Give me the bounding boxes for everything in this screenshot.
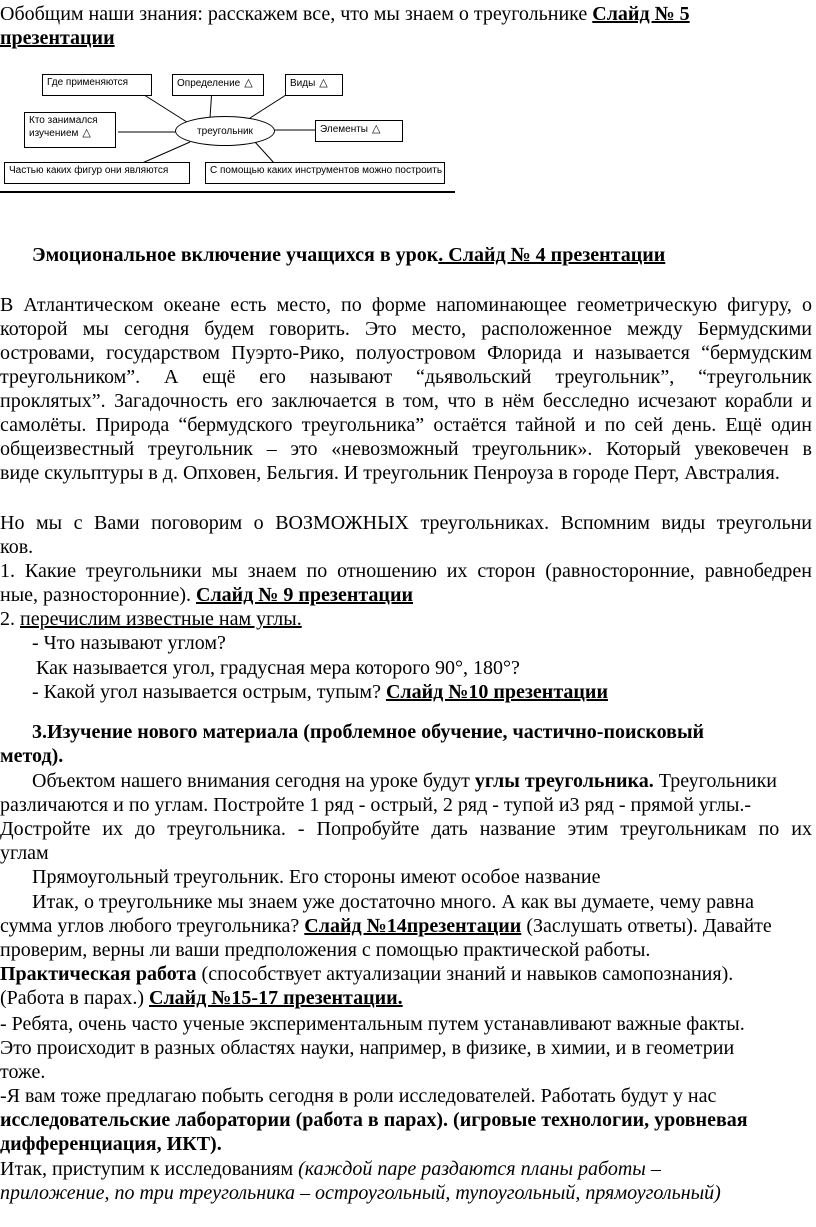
node-where-used: Где применяются: [42, 74, 152, 96]
triangle-icon: △: [319, 77, 328, 89]
triangle-icon: △: [244, 77, 253, 89]
s3-line: различаются и по углам. Постройте 1 ряд - острый, 2 ряд - тупой и3 ряд - прямой углы.-: [0, 794, 752, 816]
p1-line: общеизвестный треугольник – это «невозможный треугольник». Который увековечен в: [0, 438, 812, 460]
s3-line: сумма углов любого треугольника? Слайд №14презентации (Заслушать ответы). Давайте: [0, 915, 772, 937]
section3-heading: 3.Изучение нового материала (проблемное обучение, частично-поисковый: [32, 721, 705, 743]
s3-line: тоже.: [0, 1061, 46, 1083]
s3-line: Итак, о треугольнике мы знаем уже достаточно много. А как вы думаете, чему равна: [32, 891, 755, 913]
node-instruments: С помощью каких инструментов можно построить: [205, 162, 445, 184]
s3-line: Практическая работа (способствует актуализации знаний и навыков самопознания).: [0, 963, 734, 985]
triangle-mind-map: [0, 66, 460, 196]
node-center-triangle: треугольник: [175, 116, 275, 146]
triangle-icon: △: [371, 123, 381, 135]
p1-line: которой мы сегодня будем говорить. Это место, расположенное между Бермудскими: [0, 318, 812, 340]
triangle-icon: △: [82, 127, 91, 139]
s3-line: Это происходит в разных областях науки, например, в физике, в химии, и в геометрии: [0, 1037, 735, 1059]
p1-line: самолёты. Природа “бермудского треугольника” остаётся тайной и по сей день. Ещё один: [0, 414, 812, 436]
node-who-studied: Кто занимался изучением △: [24, 112, 116, 148]
p2-line: ков.: [0, 536, 34, 558]
q2-line: 2. перечислим известные нам углы.: [0, 608, 302, 630]
q2-b: Как называется угол, градусная мера которого 90°, 180°?: [36, 657, 520, 679]
s3-line: Итак, приступим к исследованиям (каждой паре раздаются планы работы –: [0, 1158, 661, 1180]
s3-line: проверим, верны ли ваши предположения с помощью практической работы.: [0, 939, 651, 961]
emotional-heading: Эмоциональное включение учащихся в урок. Слайд № 4 презентации: [32, 244, 666, 266]
p1-line: островами, государством Пуэрто-Рико, полуостровом Флорида и называется “бермудским: [0, 342, 812, 364]
node-types: Виды △: [285, 74, 343, 96]
p1-line: проклятых”. Загадочность его заключается в том, что в нём бесследно исчезают корабли и: [0, 390, 812, 412]
q1-line-2: ные, разносторонние). Слайд № 9 презентации: [0, 584, 414, 606]
s3-line: исследовательские лаборатории (работа в парах). (игровые технологии, уровневая: [0, 1109, 748, 1131]
s3-line: - Ребята, очень часто ученые экспериментальным путем устанавливают важные факты.: [0, 1013, 745, 1035]
intro-text: Обобщим наши знания: расскажем все, что мы знаем о треугольнике: [0, 3, 593, 25]
s3-line: Объектом нашего внимания сегодня на уроке будут углы треугольника. Треугольники: [32, 770, 777, 792]
s3-line: приложение, по три треугольника – остроугольный, тупоугольный, прямоугольный): [0, 1182, 721, 1204]
s3-line: углам: [0, 842, 49, 864]
slide15-17-ref: Слайд №15-17 презентации.: [149, 987, 403, 1009]
section3-heading-cont: метод).: [0, 745, 64, 767]
intro-slide-ref: Слайд № 5: [592, 3, 690, 25]
s3-line: Прямоугольный треугольник. Его стороны имеют особое название: [32, 866, 601, 888]
emotional-slide-ref: . Слайд № 4 презентации: [438, 244, 666, 266]
intro-line-1: [0, 2, 690, 26]
q2-c: - Какой угол называется острым, тупым? Слайд №10 презентации: [32, 681, 608, 703]
node-elements: Элементы △: [315, 120, 403, 142]
slide14-ref: Слайд №14презентации: [304, 915, 522, 937]
q2-slide-ref: Слайд №10 презентации: [385, 681, 608, 703]
q2-text: перечислим известные нам углы.: [20, 608, 302, 630]
q1-slide-ref: Слайд № 9 презентации: [196, 584, 414, 606]
node-definition: Определение △: [172, 74, 264, 96]
q1-line: 1. Какие треугольники мы знаем по отношению их сторон (равносторонние, равнобедрен: [0, 560, 812, 582]
q2-a: - Что называют углом?: [32, 632, 226, 654]
s3-line: дифференциация, ИКТ).: [0, 1133, 222, 1155]
p2-line: Но мы с Вами поговорим о ВОЗМОЖНЫХ треугольниках. Вспомним виды треугольни: [0, 512, 812, 534]
node-part-of: Частью каких фигур они являются: [4, 162, 190, 184]
intro-slide-ref-cont: презентации: [0, 27, 115, 49]
p1-line: виде скульптуры в д. Опховен, Бельгия. И треугольник Пенроуза в городе Перт, Австралия.: [0, 462, 780, 484]
s3-line: Достройте их до треугольника. - Попробуйте дать название этим треугольникам по их: [0, 818, 812, 840]
p1-line: треугольником”. А ещё его называют “дьявольский треугольник”, “треугольник: [0, 366, 812, 388]
s3-line: -Я вам тоже предлагаю побыть сегодня в роли исследователей. Работать будут у нас: [0, 1085, 717, 1107]
p1-line: В Атлантическом океане есть место, по форме напоминающее геометрическую фигуру, о: [0, 294, 812, 316]
s3-line: (Работа в парах.) Слайд №15-17 презентации.: [0, 987, 403, 1009]
